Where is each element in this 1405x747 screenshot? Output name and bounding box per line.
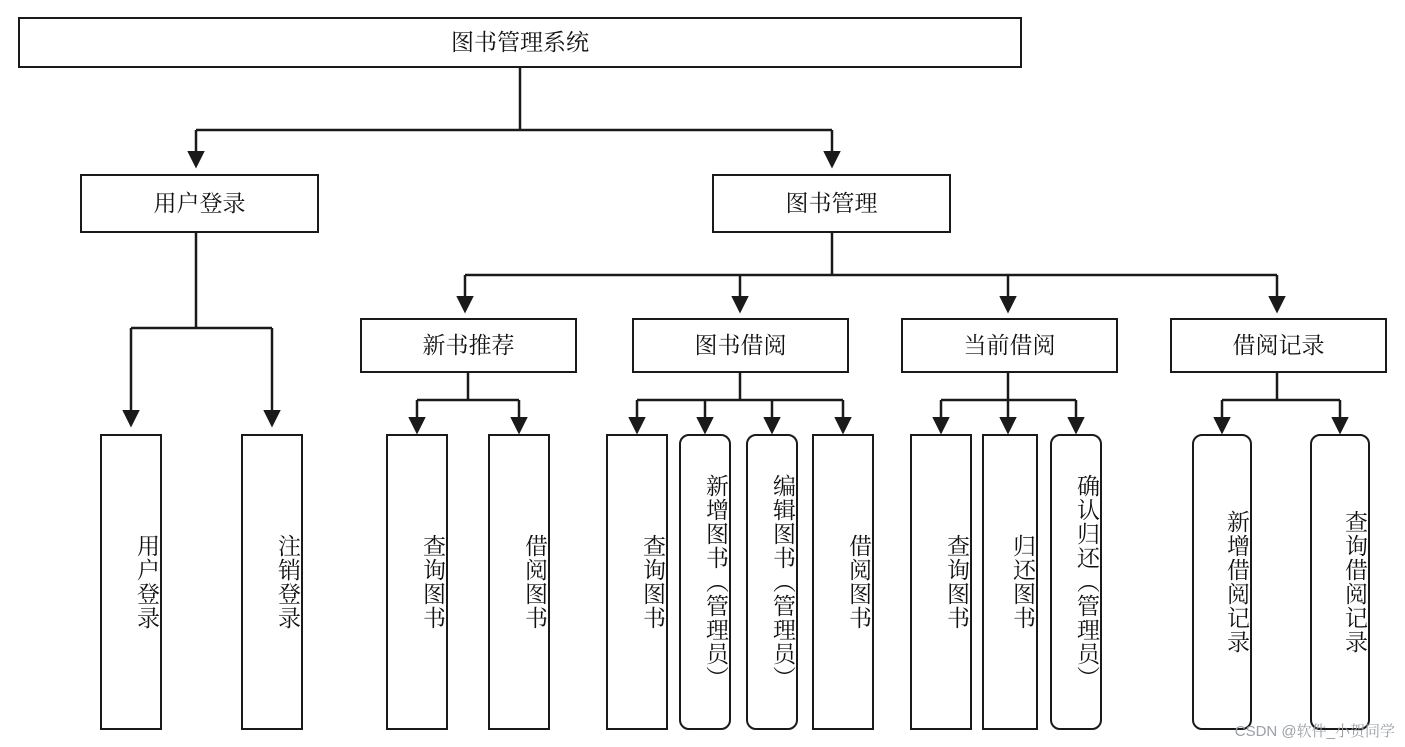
leaf-borrow-book bbox=[812, 434, 874, 730]
leaf-confirm-return-admin bbox=[1050, 434, 1102, 730]
leaf-user-login bbox=[100, 434, 162, 730]
leaf-query-book-current-label: 查询图书 bbox=[944, 534, 970, 630]
node-user-login-label: 用户登录 bbox=[153, 189, 246, 216]
node-new-book-recommend bbox=[360, 318, 577, 373]
node-book-borrow-label: 图书借阅 bbox=[694, 331, 787, 358]
node-user-login bbox=[80, 174, 319, 233]
leaf-borrow-book-label: 借阅图书 bbox=[846, 534, 872, 630]
watermark-text: CSDN @软件_小贺同学 bbox=[1234, 723, 1395, 740]
leaf-add-book-admin bbox=[679, 434, 731, 730]
leaf-logout bbox=[241, 434, 303, 730]
node-current-borrow-label: 当前借阅 bbox=[963, 331, 1056, 358]
node-borrow-record bbox=[1170, 318, 1387, 373]
leaf-query-book-borrow bbox=[606, 434, 668, 730]
leaf-edit-book-admin-label: 编辑图书（管理员） bbox=[770, 474, 796, 690]
leaf-user-login-label: 用户登录 bbox=[134, 534, 160, 630]
leaf-return-book-label: 归还图书 bbox=[1010, 534, 1036, 630]
leaf-borrow-book-recommend-label: 借阅图书 bbox=[522, 534, 548, 630]
leaf-query-book-recommend bbox=[386, 434, 448, 730]
leaf-query-book-recommend-label: 查询图书 bbox=[420, 534, 446, 630]
leaf-edit-book-admin bbox=[746, 434, 798, 730]
node-new-book-recommend-label: 新书推荐 bbox=[422, 331, 515, 358]
leaf-query-borrow-record-label: 查询借阅记录 bbox=[1342, 510, 1368, 654]
node-book-management-label: 图书管理 bbox=[785, 189, 878, 216]
leaf-borrow-book-recommend bbox=[488, 434, 550, 730]
leaf-add-borrow-record bbox=[1192, 434, 1252, 730]
node-root bbox=[18, 17, 1022, 68]
leaf-return-book bbox=[982, 434, 1038, 730]
leaf-logout-label: 注销登录 bbox=[275, 534, 301, 630]
leaf-confirm-return-admin-label: 确认归还（管理员） bbox=[1074, 474, 1100, 690]
node-book-management bbox=[712, 174, 951, 233]
leaf-query-book-borrow-label: 查询图书 bbox=[640, 534, 666, 630]
leaf-add-borrow-record-label: 新增借阅记录 bbox=[1224, 510, 1250, 654]
node-borrow-record-label: 借阅记录 bbox=[1232, 331, 1325, 358]
leaf-query-borrow-record bbox=[1310, 434, 1370, 730]
node-current-borrow bbox=[901, 318, 1118, 373]
leaf-query-book-current bbox=[910, 434, 972, 730]
node-book-borrow bbox=[632, 318, 849, 373]
node-root-label: 图书管理系统 bbox=[451, 28, 589, 55]
leaf-add-book-admin-label: 新增图书（管理员） bbox=[703, 474, 729, 690]
